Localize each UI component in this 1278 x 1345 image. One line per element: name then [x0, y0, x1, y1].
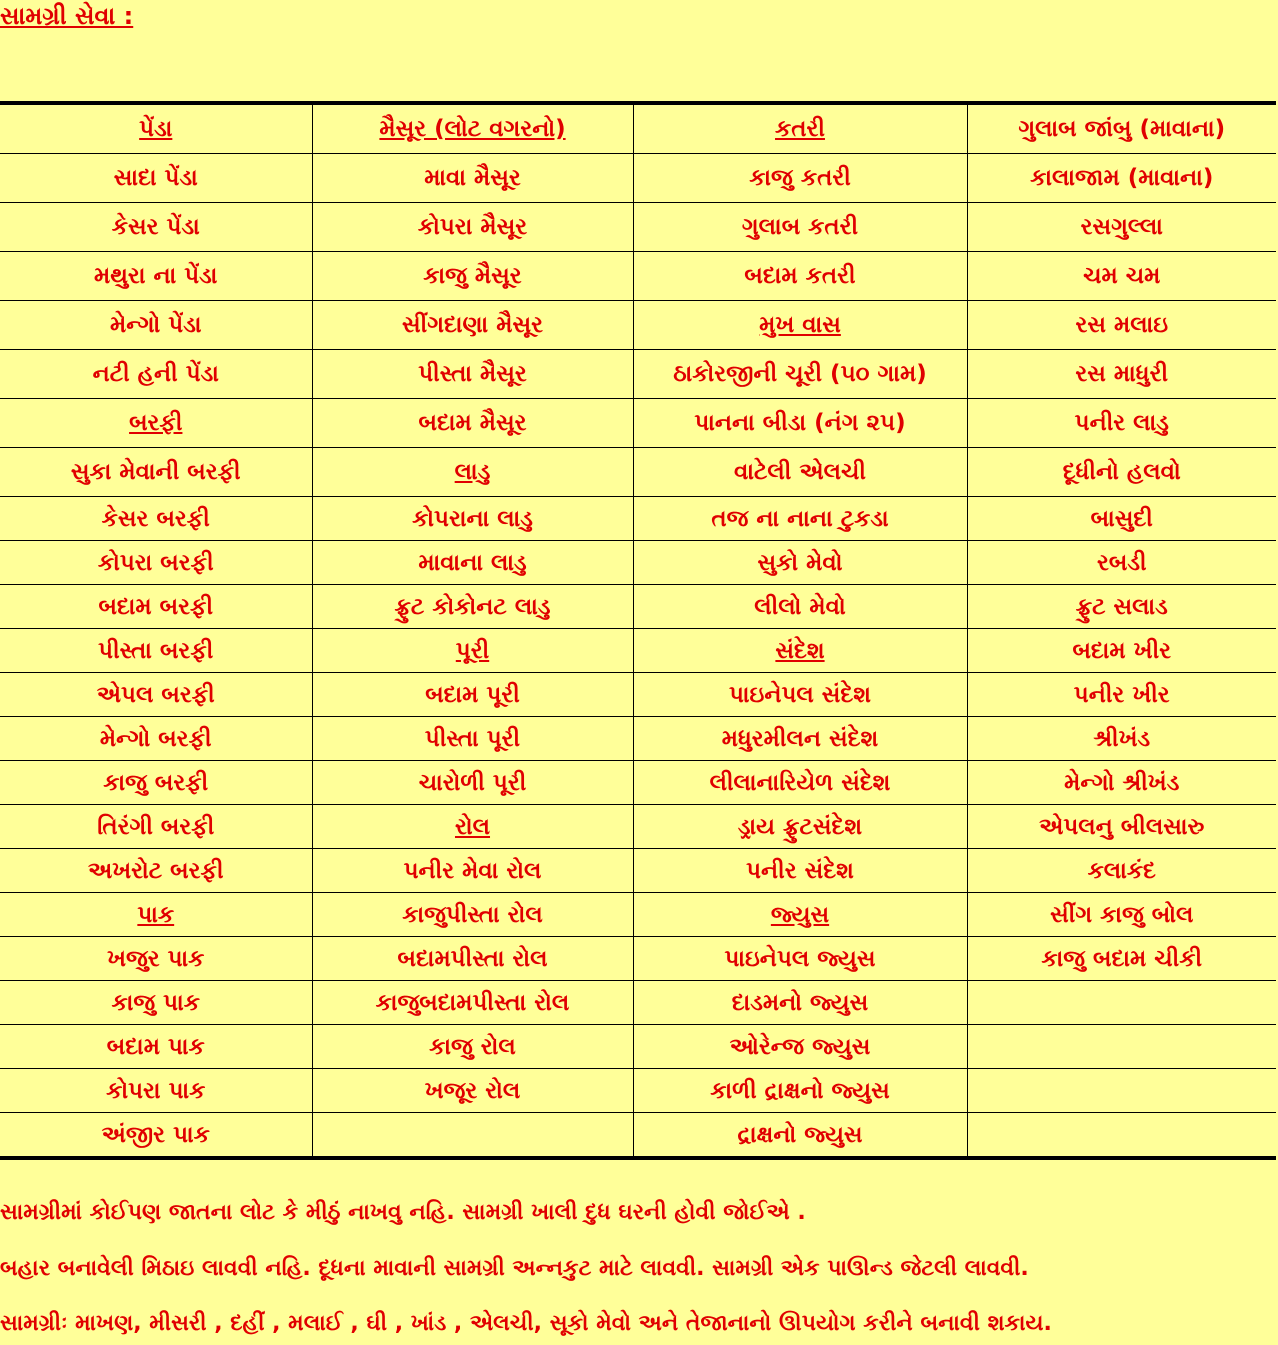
- table-cell: કાજુ પાક: [0, 981, 312, 1025]
- table-cell: વાટેલી એલચી: [633, 448, 967, 497]
- table-cell: કોપરા બરફી: [0, 541, 312, 585]
- table-cell: મેન્ગો પેંડા: [0, 301, 312, 350]
- table-row: [0, 1025, 1276, 1069]
- table-cell: પેંડા: [0, 103, 312, 154]
- table-cell: દાડમનો જ્યુસ: [633, 981, 967, 1025]
- table-row: [0, 541, 1276, 585]
- table-cell: માવાના લાડુ: [312, 541, 633, 585]
- table-cell: તજ ના નાના ટુકડા: [633, 497, 967, 541]
- table-cell: ગુલાબ જાંબુ (માવાના): [967, 103, 1276, 154]
- table-cell: ખજૂર રોલ: [312, 1069, 633, 1113]
- table-cell: મધુરમીલન સંદેશ: [633, 717, 967, 761]
- table-row: [0, 849, 1276, 893]
- table-row: [0, 154, 1276, 203]
- table-cell: કતરી: [633, 103, 967, 154]
- table-row: [0, 252, 1276, 301]
- table-cell: [967, 1113, 1276, 1159]
- table-cell: પીસ્તા પૂરી: [312, 717, 633, 761]
- table-cell: ચારોળી પૂરી: [312, 761, 633, 805]
- note-2: બહાર બનાવેલી મિઠાઇ લાવવી નહિ. દૂધના માવાની સામગ્રી અન્નકુટ માટે લાવવી. સામગ્રી એક પાઊન્ડ જેટલી લાવવી.: [0, 1256, 1029, 1281]
- table-cell: પાનના બીડા (નંગ ૨૫): [633, 399, 967, 448]
- table-cell: બદામ પાક: [0, 1025, 312, 1069]
- table-cell: સુકો મેવો: [633, 541, 967, 585]
- table-cell: અખરોટ બરફી: [0, 849, 312, 893]
- table-cell: મુખ વાસ: [633, 301, 967, 350]
- table-cell: [967, 981, 1276, 1025]
- note-3: સામગ્રીઃ માખણ, મીસરી , દહીં , મલાઈ , ઘી , ખાંડ , એલચી, સૂકો મેવો અને તેજાનાનો ઊપયોગ કરીને બનાવી શકાય.: [0, 1311, 1052, 1336]
- table-row: [0, 103, 1276, 154]
- table-cell: રબડી: [967, 541, 1276, 585]
- table-row: [0, 399, 1276, 448]
- table-cell: કોપરા પાક: [0, 1069, 312, 1113]
- table-cell: પાઇનેપલ સંદેશ: [633, 673, 967, 717]
- table-cell: [312, 1113, 633, 1159]
- table-row: [0, 673, 1276, 717]
- table-row: [0, 301, 1276, 350]
- table-cell: નટી હની પેંડા: [0, 350, 312, 399]
- table-cell: તિરંગી બરફી: [0, 805, 312, 849]
- table-row: [0, 629, 1276, 673]
- table-cell: રસગુલ્લા: [967, 203, 1276, 252]
- table-cell: પનીર લાડુ: [967, 399, 1276, 448]
- table-cell: અંજીર પાક: [0, 1113, 312, 1159]
- table-cell: પનીર મેવા રોલ: [312, 849, 633, 893]
- table-cell: ડ્રાય ફ્રુટસંદેશ: [633, 805, 967, 849]
- table-cell: [967, 1069, 1276, 1113]
- table-cell: લીલો મેવો: [633, 585, 967, 629]
- table-cell: પીસ્તા બરફી: [0, 629, 312, 673]
- table-cell: પનીર સંદેશ: [633, 849, 967, 893]
- samagri-table: [0, 101, 1276, 1160]
- table-cell: કાજુ બદામ ચીકી: [967, 937, 1276, 981]
- table-cell: કાજુ બરફી: [0, 761, 312, 805]
- table-cell: બદામ મૈસૂર: [312, 399, 633, 448]
- table-cell: ફ્રુટ કોકોનટ લાડુ: [312, 585, 633, 629]
- table-cell: જ્યુસ: [633, 893, 967, 937]
- table-cell: પાક: [0, 893, 312, 937]
- table-cell: ખજુર પાક: [0, 937, 312, 981]
- table-cell: રસ મલાઇ: [967, 301, 1276, 350]
- table-cell: સંદેશ: [633, 629, 967, 673]
- table-cell: રોલ: [312, 805, 633, 849]
- table-cell: ચમ ચમ: [967, 252, 1276, 301]
- table-cell: બરફી: [0, 399, 312, 448]
- table-cell: મેન્ગો શ્રીખંડ: [967, 761, 1276, 805]
- table-cell: ગુલાબ કતરી: [633, 203, 967, 252]
- table-row: [0, 585, 1276, 629]
- table-cell: એપલ બરફી: [0, 673, 312, 717]
- table-row: [0, 1113, 1276, 1159]
- table-cell: [967, 1025, 1276, 1069]
- table-cell: કોપરાના લાડુ: [312, 497, 633, 541]
- table-cell: કલાકંદ: [967, 849, 1276, 893]
- table-cell: દ્રાક્ષનો જ્યુસ: [633, 1113, 967, 1159]
- table-cell: બદામ પૂરી: [312, 673, 633, 717]
- table-cell: કાજુબદામપીસ્તા રોલ: [312, 981, 633, 1025]
- table-cell: કાજુ મૈસૂર: [312, 252, 633, 301]
- table-row: [0, 937, 1276, 981]
- table-cell: કાલાજામ (માવાના): [967, 154, 1276, 203]
- table-cell: સીંગ કાજુ બોલ: [967, 893, 1276, 937]
- note-1: સામગ્રીમાં કોઈપણ જાતના લોટ કે મીઠું નાખવુ નહિ. સામગ્રી ખાલી દુધ ઘરની હોવી જોઈએ .: [0, 1200, 806, 1225]
- table-cell: મૈસૂર (લોટ વગરનો): [312, 103, 633, 154]
- table-cell: કેસર પેંડા: [0, 203, 312, 252]
- table-row: [0, 893, 1276, 937]
- table-row: [0, 717, 1276, 761]
- table-cell: બદામ કતરી: [633, 252, 967, 301]
- table-cell: મેન્ગો બરફી: [0, 717, 312, 761]
- table-cell: પનીર ખીર: [967, 673, 1276, 717]
- table-cell: બદામપીસ્તા રોલ: [312, 937, 633, 981]
- table-row: [0, 497, 1276, 541]
- table-cell: ઠાકોરજીની ચૂરી (૫૦ ગામ): [633, 350, 967, 399]
- table-cell: દૂધીનો હલવો: [967, 448, 1276, 497]
- table-cell: લાડુ: [312, 448, 633, 497]
- table-cell: મથુરા ના પેંડા: [0, 252, 312, 301]
- table-cell: બદામ ખીર: [967, 629, 1276, 673]
- table-cell: કેસર બરફી: [0, 497, 312, 541]
- table-cell: પીસ્તા મૈસૂર: [312, 350, 633, 399]
- table-row: [0, 761, 1276, 805]
- table-cell: ઓરેન્જ જ્યુસ: [633, 1025, 967, 1069]
- table-cell: શ્રીખંડ: [967, 717, 1276, 761]
- table-cell: કાજુપીસ્તા રોલ: [312, 893, 633, 937]
- page-title: સામગ્રી સેવા :: [0, 2, 134, 30]
- table-cell: પૂરી: [312, 629, 633, 673]
- table-cell: સીંગદાણા મૈસૂર: [312, 301, 633, 350]
- table-cell: સાદા પેંડા: [0, 154, 312, 203]
- table-cell: કાજુ રોલ: [312, 1025, 633, 1069]
- table-cell: રસ માધુરી: [967, 350, 1276, 399]
- table-cell: ફ્રુટ સલાડ: [967, 585, 1276, 629]
- table-cell: બાસુદી: [967, 497, 1276, 541]
- table-row: [0, 448, 1276, 497]
- table-cell: એપલનુ બીલસારુ: [967, 805, 1276, 849]
- table-cell: કોપરા મૈસૂર: [312, 203, 633, 252]
- table-cell: કાળી દ્રાક્ષનો જ્યુસ: [633, 1069, 967, 1113]
- table-cell: પાઇનેપલ જ્યુસ: [633, 937, 967, 981]
- table-cell: કાજુ કતરી: [633, 154, 967, 203]
- table-cell: લીલાનારિયેળ સંદેશ: [633, 761, 967, 805]
- table-row: [0, 1069, 1276, 1113]
- table-row: [0, 981, 1276, 1025]
- table-row: [0, 805, 1276, 849]
- table-cell: માવા મૈસૂર: [312, 154, 633, 203]
- table-row: [0, 203, 1276, 252]
- table-cell: સુકા મેવાની બરફી: [0, 448, 312, 497]
- table-row: [0, 350, 1276, 399]
- table-cell: બદામ બરફી: [0, 585, 312, 629]
